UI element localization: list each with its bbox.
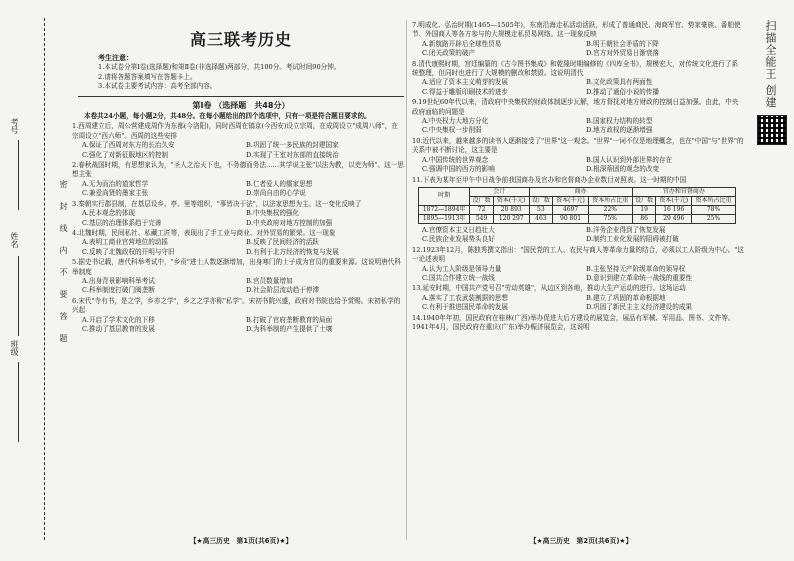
answer-option: D.巩固了新民主主义经济建设的成果	[586, 303, 693, 312]
option-group	[412, 294, 744, 313]
option-group	[72, 277, 404, 296]
option-group	[72, 180, 404, 199]
banji-label: 班级	[10, 340, 19, 356]
answer-option: D.崇尚自由的心学说	[246, 189, 306, 198]
answer-option: D.制约工业化发展的阻碍被打破	[586, 235, 679, 244]
table-cell: 53	[529, 205, 553, 214]
qr-code-icon	[757, 115, 787, 145]
question	[412, 226, 750, 245]
answer-option: B.打破了官府垄断教育的局面	[246, 315, 333, 324]
question	[412, 21, 750, 59]
question	[72, 200, 410, 228]
question	[412, 176, 750, 185]
answer-option: A.民本观念的体现	[82, 209, 136, 218]
seal-warning: 密封线内不要答题	[59, 180, 68, 356]
answer-option: B.巩固了统一多民族的封建国家	[246, 141, 339, 150]
kaohao-label: 考号	[10, 118, 19, 134]
table-header: 资本所占比重	[692, 196, 736, 205]
answer-option: B.洋务企业得到了恢复发展	[586, 225, 666, 234]
answer-option: A.表明工商业官营地位的动摇	[82, 238, 168, 247]
kaohao-field[interactable]	[18, 140, 19, 210]
table-cell: 4697	[553, 205, 589, 214]
answer-option: B.明王朝社会矛盾的下降	[586, 39, 659, 48]
question-list	[412, 21, 750, 185]
question	[412, 60, 750, 98]
table-header: 资本(千元)	[656, 196, 692, 205]
answer-option: B.国人认识到外部世界的存在	[586, 155, 673, 164]
answer-option: C.得益于雕版印刷技术的进步	[422, 87, 509, 96]
answer-option: C.中央集权一步削弱	[422, 126, 482, 135]
question	[412, 98, 750, 136]
binding-strip	[0, 0, 70, 561]
question-stem: 7.明成化、弘治时期(1465—1505年)，东南沿海走私活动活跃，形成了普通商民、海商军官、势家豪族、番舶使节、外国商人等各方参与的大规模走私贸易网络。这一现象反映	[412, 21, 741, 39]
answer-option: B.反映了民间经济的活跃	[246, 238, 319, 247]
table-group-header: 官办和官督商办	[632, 187, 735, 196]
seal-line	[44, 18, 45, 540]
answer-option: B.中央集权的强化	[246, 209, 300, 218]
answer-option: B.国家权力结构的转型	[586, 117, 653, 126]
option-group	[72, 238, 404, 257]
answer-option: D.地方政权的逐渐增强	[586, 126, 653, 135]
notice-block	[98, 54, 396, 92]
table-cell: 16 196	[656, 205, 692, 214]
answer-option: C.有利于推进国民革命的发展	[422, 303, 509, 312]
answer-option: A.开启了学术文化的下移	[82, 315, 155, 324]
question-stem: 11.下表为某年至甲午中日战争前我国商办及官办和官督商办企业数目对照表。这一时期的中国	[412, 175, 687, 184]
question-stem: 3.秦朝实行郡县制，在基层设乡、亭、里等组织，"事皆决于法"，以法家思想为主。这一变化反映了	[72, 199, 362, 208]
table-header: 时期	[419, 187, 470, 205]
option-group	[412, 117, 744, 136]
answer-option: D.社会阶层流动趋于停滞	[246, 286, 320, 295]
answer-option: A.中国传统的世界观念	[422, 155, 489, 164]
table-cell: 463	[529, 214, 553, 223]
answer-option: D.中央政府对地方控制的加强	[246, 218, 333, 227]
question-stem: 9.19世纪60年代以来，清政府中央集权的财政体制逐步瓦解，地方督抚对地方财政的控制日益加强。由此，中央政府面临的问题是	[412, 98, 739, 116]
answer-option: A.新航路开辟后全球性贸易	[422, 39, 502, 48]
exam-title: 高三联考历史	[189, 30, 292, 49]
section-intro: 本卷共24小题，每小题2分，共48分。在每小题给出的四个选项中，只有一项是符合题目要求的。	[84, 112, 371, 121]
answer-option: C.基层的治理体系趋于完善	[82, 218, 162, 227]
answer-option: B.文化政策具有两面性	[586, 78, 653, 87]
answer-option: C.民族企业发展势头良好	[422, 235, 495, 244]
answer-option: C.兼爱尚贤的墨家主张	[82, 189, 149, 198]
answer-option: C.国共合作建立统一战线	[422, 273, 495, 282]
question-stem: 6.宋代"寺有书，是之学，乡亦之学"，乡之之学亦称"私学"。宋初书院兴盛，政府对书院也给予赏赐。宋初私学的兴起	[72, 296, 401, 315]
question-stem: 13.延安时期，中国共产党号召"劳动英雄"，从边区到各地，推动大生产运动的进行。这场运动	[412, 284, 686, 293]
option-group	[72, 209, 404, 228]
answer-option: A.适应了资本主义萌芽的发展	[422, 78, 508, 87]
notice-item: 1.本试卷分第Ⅰ卷(选择题)和第Ⅱ卷(非选择题)两部分，共100分。考试时间90分钟。	[98, 63, 341, 72]
table-header: 设厂数	[529, 196, 553, 205]
notice-heading: 考生注意：	[98, 54, 133, 62]
option-group	[72, 316, 404, 335]
question-stem: 8.清代康熙时期，宫廷编纂的《古今图书集成》和乾隆时期编修的《四库全书》，规模宏大，对传统文化进行了系统整理，但同时也进行了大规模的删改和禁毁。这说明清代	[412, 59, 739, 78]
answer-option: D.为科举制的产生提供了土壤	[246, 324, 333, 333]
table-cell: 72	[470, 205, 494, 214]
option-group	[412, 226, 744, 245]
table-cell: 25%	[692, 214, 736, 223]
question-list	[72, 122, 410, 334]
answer-option: C.推动了基层教育的发展	[82, 324, 155, 333]
answer-option: D.推动了通俗小说的传播	[586, 87, 660, 96]
question	[72, 161, 410, 199]
answer-option: A.出身背景影响科举考试	[82, 276, 155, 285]
page-footer: 【★高三历史 第2页(共6页)★】	[529, 536, 633, 545]
question-stem: 14.1940年年初，国民政府在桂林(广西)举办促进大后方建设的展览会，展品有军械、军用品、图书、文件等。1941年4月，国民政府在重庆(广东)举办赈济展览会，这说明	[412, 313, 735, 331]
question	[412, 137, 750, 175]
table-header: 设厂数	[632, 196, 656, 205]
page-2	[412, 20, 750, 550]
table-group-header: 会计	[470, 187, 529, 196]
notice-item: 3.本试卷主要考试内容：高考全部内容。	[98, 82, 217, 91]
table-row	[419, 214, 736, 223]
table-cell: 19	[632, 205, 656, 214]
question-stem: 10.近代以来，越来越多的读书人逐渐接受了"世界"这一观念。"世界"一词不仅是地理概念，也在"中国"与"世界"的关系中被不断讨论，这主要是	[412, 136, 744, 155]
scanner-watermark: 扫描全能王 创建	[764, 20, 777, 109]
answer-option: A.中央权力大地方分化	[422, 117, 489, 126]
table-cell: 75%	[588, 214, 632, 223]
answer-option: D.官方对外贸易日渐衰落	[586, 49, 660, 58]
xingming-field[interactable]	[18, 256, 19, 336]
table-cell: 78%	[692, 205, 736, 214]
answer-option: B.仁者爱人的儒家思想	[246, 179, 313, 188]
table-cell: 1895—1913年	[419, 214, 470, 223]
question-stem: 12.1923年12月，陈独秀撰文指出："国民党的工人、农民与商人等革命力量的结合，必须以工人阶级为中心。"这一论述表明	[412, 245, 744, 264]
question-list	[412, 226, 750, 332]
answer-option: D.有利于北方经济的恢复与发展	[246, 247, 339, 256]
option-group	[412, 78, 744, 97]
answer-option: D.意识到建立革命统一战线的重要性	[586, 273, 693, 282]
question	[72, 258, 410, 296]
question-stem: 2.春秋战国时期，有思想家认为，"圣人之治天下也，不务德而务法……其学说主张"以法为教，以吏为师"。这一思想主张	[72, 161, 404, 179]
question	[72, 229, 410, 257]
question-stem: 4.北魏时期，民间私社、私藏工匠等，表现出了手工业与商业、对外贸易的繁荣。这一现象	[72, 228, 336, 237]
table-group-header: 商办	[529, 187, 632, 196]
table-cell: 22%	[588, 205, 632, 214]
table-header: 资本所占比重	[588, 196, 632, 205]
answer-option: A.官僚资本主义日趋壮大	[422, 225, 495, 234]
xingming-label: 姓名	[10, 232, 19, 248]
table-cell: 549	[470, 214, 494, 223]
table-header: 设厂数	[470, 196, 494, 205]
question	[412, 284, 750, 312]
table-cell: 90 801	[553, 214, 589, 223]
table-header: 资本(千元)	[493, 196, 529, 205]
section-heading: 第Ⅰ卷 （选择题 共48分）	[192, 100, 290, 110]
page-footer: 【★高三历史 第1页(共6页)★】	[189, 536, 293, 545]
question-stem: 1.西周建立后，周公营建成周作为东都(今洛阳)，同时西周在镐京(今西安)设立宗周，在成周设立"成周八师"，在宗周设立"西六师"。西周的这些安排	[72, 122, 398, 140]
divider	[78, 96, 404, 97]
notice-item: 2.请将各题答案填写在答题卡上。	[98, 72, 197, 81]
table-cell: 86	[632, 214, 656, 223]
table-cell: 20 893	[493, 205, 529, 214]
question	[72, 297, 410, 335]
answer-option: A.无为而治的道家哲学	[82, 179, 149, 188]
answer-option: B.建立了巩固的革命根据地	[586, 293, 666, 302]
question	[72, 122, 410, 160]
option-group	[72, 141, 404, 160]
question	[412, 314, 750, 333]
question	[412, 246, 750, 284]
answer-option: A.保证了西周对东方的长治久安	[82, 141, 175, 150]
banji-field[interactable]	[18, 362, 19, 442]
answer-option: B.官员数量增加	[246, 276, 293, 285]
answer-option: A.落实了工农武装割据的思想	[422, 293, 508, 302]
answer-option: C.闭关政策的破产	[422, 49, 476, 58]
answer-option: D.根深蒂固的观念的改变	[586, 165, 660, 174]
table-row	[419, 205, 736, 214]
answer-option: C.强化了对新征服地区的控制	[82, 150, 169, 159]
option-group	[412, 156, 744, 175]
table-cell: 29 496	[656, 214, 692, 223]
answer-option: C.反映了北魏政权的开明与守旧	[82, 247, 175, 256]
question-stem: 5.据史书记载，唐代科举考试中，"乡贡"进士人数逐渐增加，出身寒门的士子成为官员的重要来源。这说明唐代科举制度	[72, 258, 401, 276]
page-1	[72, 20, 410, 550]
answer-option: C.科举制度打破门阀垄断	[82, 286, 155, 295]
option-group	[412, 40, 744, 59]
option-group	[412, 265, 744, 284]
data-table	[418, 187, 736, 224]
answer-option: A.认为工人阶级是领导力量	[422, 264, 502, 273]
answer-option: D.实现了王室对东部的直接统治	[246, 150, 339, 159]
table-header: 资本(千元)	[553, 196, 589, 205]
table-cell: 1872—1894年	[419, 205, 470, 214]
answer-option: C.强调中国的西方的影响	[422, 165, 495, 174]
answer-option: B.主张坚持无产阶级革命的领导权	[586, 264, 686, 273]
table-cell: 120 297	[493, 214, 529, 223]
